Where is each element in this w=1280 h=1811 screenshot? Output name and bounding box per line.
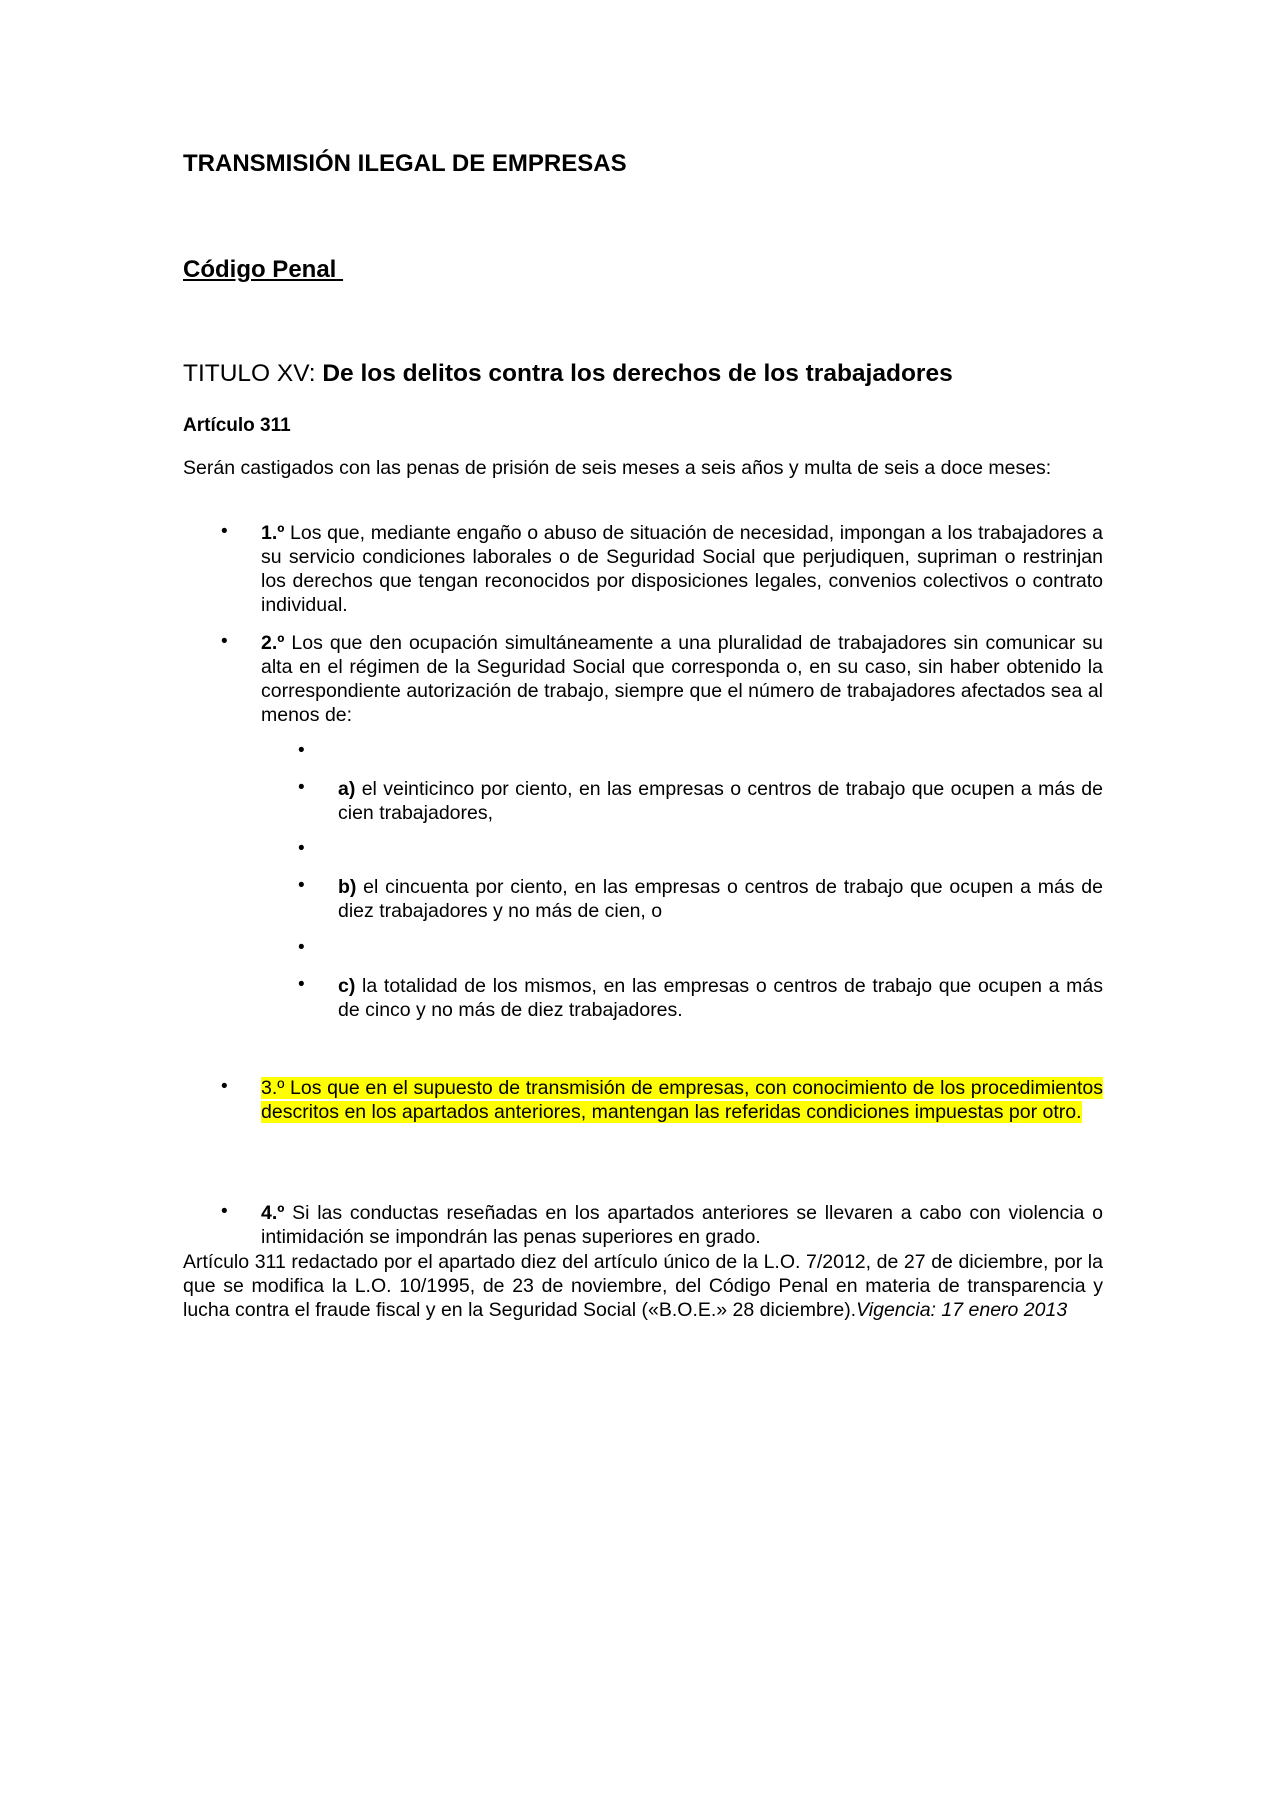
document-title: TRANSMISIÓN ILEGAL DE EMPRESAS [183, 150, 627, 177]
bullet: • [298, 777, 305, 798]
sub-item-body: el veinticinco por ciento, en las empresas o centros de trabajo que ocupen a más de cien trabajadores, [338, 778, 1103, 824]
bullet: • [298, 937, 305, 958]
vigencia-text: Vigencia: 17 enero 2013 [856, 1299, 1068, 1321]
highlighted-text [261, 1077, 1103, 1123]
footer-note [183, 1250, 1103, 1322]
titulo-text: De los delitos contra los derechos de los trabajadores [315, 360, 953, 387]
item-text: Los que, mediante engaño o abuso de situación de necesidad, impongan a los trabajadores a su servicio condiciones laborales o de Seguridad Social que perjudiquen, supriman o restrinjan los derechos que tengan reconocidos por disposiciones legales, convenios colectivos o contrato individual. [261, 522, 1103, 616]
list-item-text [261, 1076, 1103, 1124]
sub-item-text [338, 875, 1103, 923]
sub-item-body: el cincuenta por ciento, en las empresas o centros de trabajo que ocupen a más de diez trabajadores y no más de cien, o [338, 876, 1103, 922]
sub-list-item [298, 875, 1103, 923]
item-number: 2.º [261, 632, 285, 654]
item-number: 4.º [261, 1202, 285, 1224]
sub-list-item [298, 974, 1103, 1022]
item-text: Los que en el supuesto de transmisión de empresas, con conocimiento de los procedimientos descritos en los apartados anteriores, mantengan las referidas condiciones impuestas por otro. [261, 1077, 1103, 1123]
bullet: • [298, 740, 305, 761]
list-item [221, 1201, 1103, 1249]
list-item-text [261, 521, 1103, 617]
bullet: • [298, 875, 305, 896]
bullet: • [221, 631, 228, 652]
item-text: Si las conductas reseñadas en los apartados anteriores se llevaren a cabo con violencia o intimidación se impondrán las penas superiores en grado. [261, 1202, 1103, 1248]
item-number: 1.º [261, 522, 285, 544]
item-text: Los que den ocupación simultáneamente a una pluralidad de trabajadores sin comunicar su alta en el régimen de la Seguridad Social que corresponda o, en su caso, sin haber obtenido la correspondiente autorización de trabajo, siempre que el número de trabajadores afectados sea al menos de: [261, 632, 1103, 726]
sub-item-body: la totalidad de los mismos, en las empresas o centros de trabajo que ocupen a más de cinco y no más de diez trabajadores. [338, 975, 1103, 1021]
bullet: • [298, 838, 305, 859]
sub-item-label: a) [338, 778, 356, 800]
footer-note-text: Artículo 311 redactado por el apartado diez del artículo único de la L.O. 7/2012, de 27 de diciembre, por la que se modifica la L.O. 10/1995, de 23 de noviembre, del Código Penal en materia de transparencia y lucha contra el fraude fiscal y en la Seguridad Social («B.O.E.» 28 diciembre). [183, 1251, 1103, 1321]
sub-item-text [338, 974, 1103, 1022]
sub-item-label: b) [338, 876, 357, 898]
article-heading: Artículo 311 [183, 415, 291, 436]
code-title: Código Penal [183, 256, 344, 283]
sub-item-text [338, 777, 1103, 825]
sub-list-item [298, 777, 1103, 825]
bullet: • [221, 521, 228, 542]
list-item-text [261, 631, 1103, 727]
titulo-label: TITULO XV: [183, 360, 316, 387]
article-intro: Serán castigados con las penas de prisión de seis meses a seis años y multa de seis a doce meses: [183, 457, 1052, 479]
bullet: • [221, 1201, 228, 1222]
list-item-text [261, 1201, 1103, 1249]
item-number: 3.º [261, 1077, 285, 1099]
bullet: • [221, 1076, 228, 1097]
titulo-heading [183, 360, 953, 388]
list-item [221, 521, 1103, 617]
list-item-highlighted [221, 1076, 1103, 1124]
sub-item-label: c) [338, 975, 356, 997]
bullet: • [298, 974, 305, 995]
list-item [221, 631, 1103, 727]
